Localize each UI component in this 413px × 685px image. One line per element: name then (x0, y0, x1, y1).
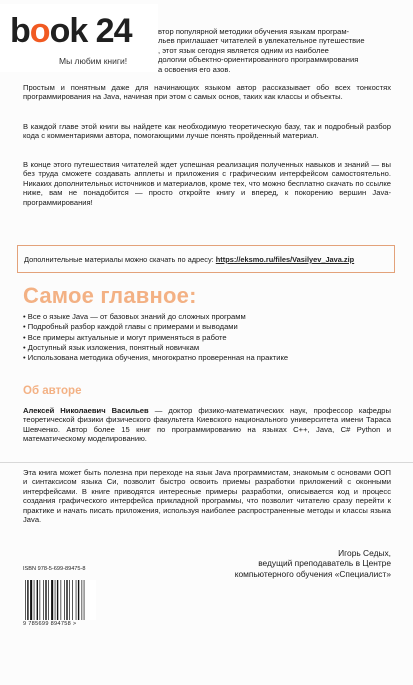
list-item: • Использована методика обучения, многократно проверенная на практике (23, 353, 288, 363)
author-name: Алексей Николаевич Васильев (23, 406, 149, 415)
reviewer-signature (235, 548, 391, 579)
intro-line: втор популярной методики обучения языкам програм- (158, 27, 350, 36)
paragraph-journey-end: В конце этого путешествия читателей ждет успешная реализация полученных навыков и знаний — вы без труда сможете создавать апплеты и приложения с графическим интерфейсом самостоятельно. Никаких дополнительных источников и материалов, кроме тех, что можно бесплатно скачать по ссылке ниже, вам не понадобится — просто откройте книгу и вперед, к покорению вершин Java-программирования! (23, 160, 391, 207)
about-author-heading: Об авторе (23, 385, 82, 397)
paragraph-simple-language: Простым и понятным даже для начинающих языком автор рассказывает обо всех тонкостях программирования на Java, начиная при этом с самых основ, таких как классы и объекты. (23, 83, 391, 102)
book24-logo[interactable] (0, 4, 158, 72)
list-item: • Все примеры актуальные и могут применяться в работе (23, 333, 288, 343)
list-item: • Доступный язык изложения, понятный новичкам (23, 343, 288, 353)
main-heading: Самое главное: (23, 283, 197, 308)
section-divider (0, 462, 413, 463)
author-bio (23, 406, 391, 444)
reviewer-name: Игорь Седых, (338, 548, 391, 558)
reviewer-quote: Эта книга может быть полезна при переходе на язык Java программистам, знакомым с основами ООП и синтаксисом языка Си, позволит быстро освоить приемы разработки приложений с оконными интерфейсами. В книге приводятся интересные примеры разработки, описывается код и процесс создания графического интерфейса прикладной программы, что позволит читателю сразу перейти к практике и начать писать приложения, используя наиболее распространенные методы и классы языка Java. (23, 468, 391, 525)
download-text (24, 255, 354, 264)
reviewer-org: компьютерного обучения «Специалист» (234, 568, 391, 579)
list-item: • Подробный разбор каждой главы с примерами и выводами (23, 322, 288, 332)
logo-wordmark: book 24 (10, 12, 132, 50)
intro-line: льев приглашает читателей в увлекательное путешествие (158, 36, 365, 46)
download-link[interactable]: https://eksmo.ru/files/Vasilyev_Java.zip (215, 255, 355, 264)
download-label: Дополнительные материалы можно скачать по адресу: (24, 255, 216, 264)
download-box (17, 245, 395, 273)
intro-line: , этот язык сегодня является одним из наиболее (158, 45, 329, 55)
author-bio-text: — доктор физико-математических наук, профессор кафедры теоретической физики физического факультета Киевского национального университета имени Тараса Шевченко. Автор более 15 книг по программированию на языках C++, Java, C# Python и математическому моделированию. (23, 406, 391, 444)
intro-line: а освоения его азов. (158, 64, 231, 74)
barcode-number: 9 785699 894758 > (23, 621, 77, 627)
intro-line: дологии объектно-ориентированного программирования (158, 55, 359, 65)
list-item: • Все о языке Java — от базовых знаний до сложных программ (23, 312, 288, 322)
key-points-list (23, 312, 288, 363)
reviewer-title: ведущий преподаватель в Центре (258, 558, 391, 569)
paragraph-chapters: В каждой главе этой книги вы найдете как необходимую теоретическую базу, так и подробный разбор кода с комментариями автора, помогающими лучше понять пройденный материал. (23, 122, 391, 141)
isbn-text: ISBN 978-5-699-89475-8 (23, 566, 86, 572)
barcode-image (23, 580, 96, 620)
logo-tagline: Мы любим книги! (59, 56, 128, 66)
